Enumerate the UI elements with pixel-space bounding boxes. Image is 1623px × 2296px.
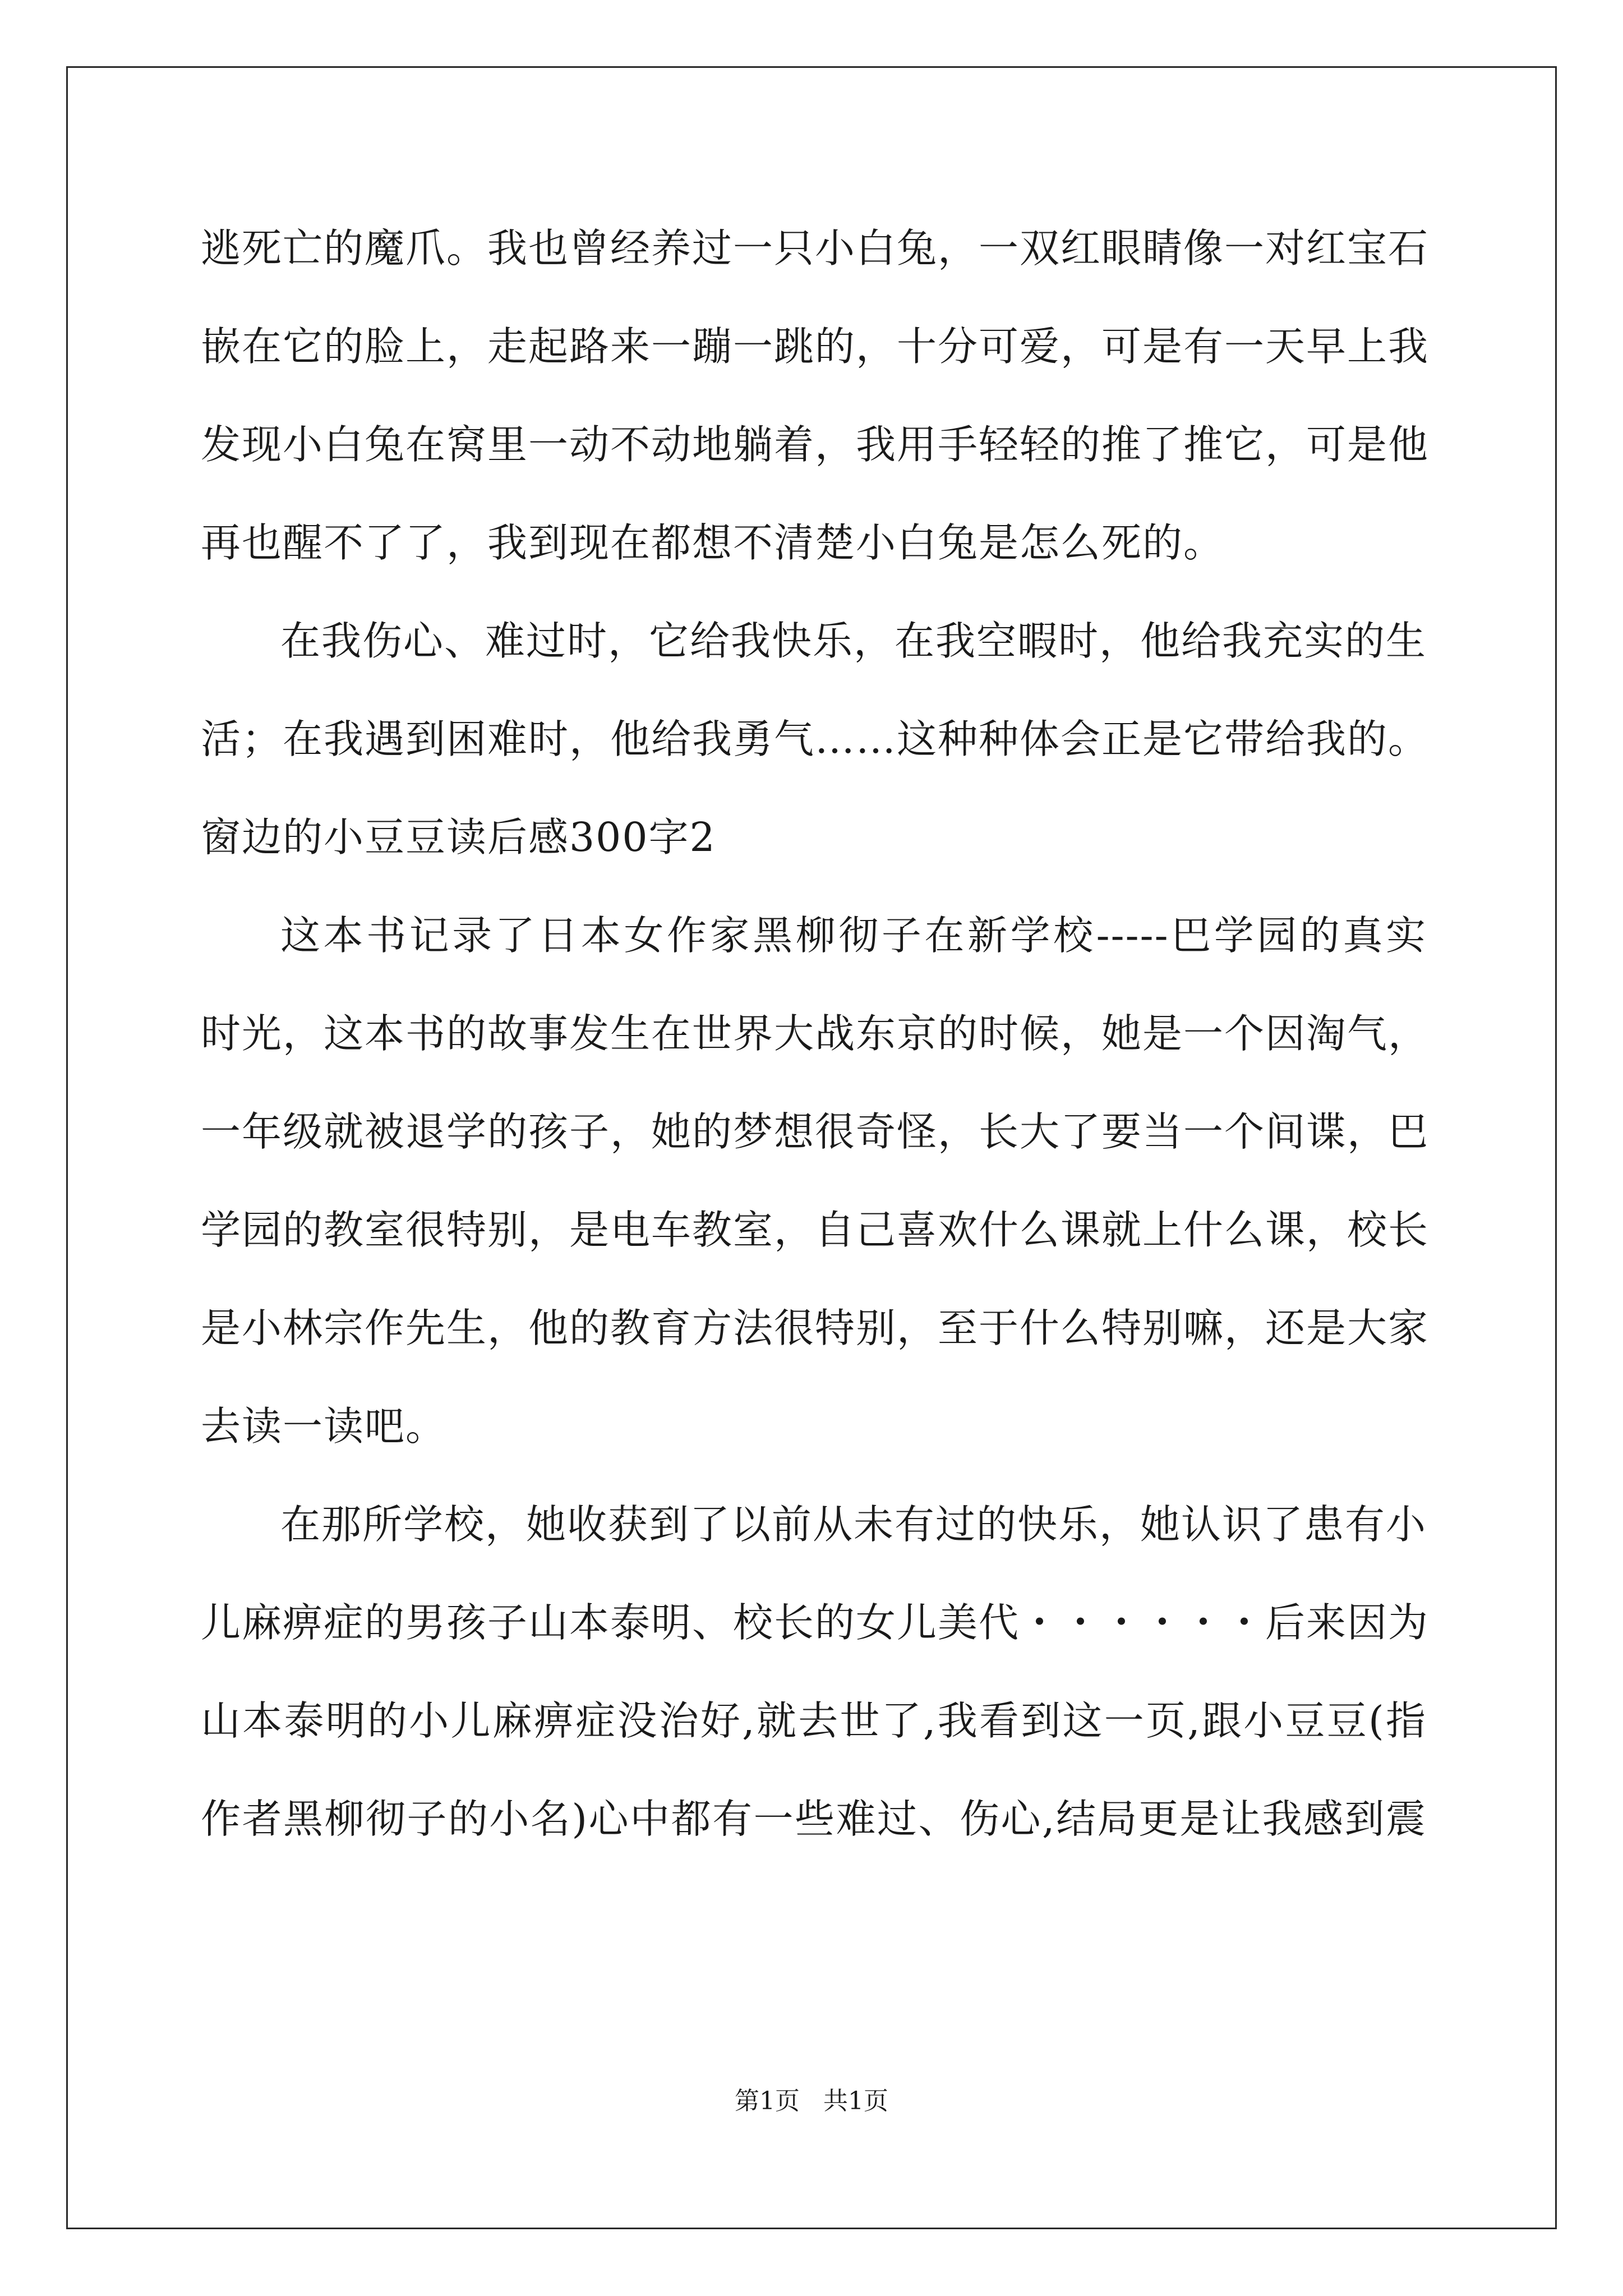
text-line: 山本泰明的小儿麻痹症没治好,就去世了,我看到这一页,跟小豆豆(指 <box>201 1697 1427 1744</box>
text-line: 再也醒不了了，我到现在都想不清楚小白兔是怎么死的。 <box>201 519 1225 566</box>
page-number: 第1页 <box>735 2087 800 2115</box>
text-line: 在我伤心、难过时，它给我快乐，在我空暇时，他给我充实的生 <box>280 618 1427 664</box>
text-line: 去读一读吧。 <box>201 1403 447 1450</box>
text-line: 儿麻痹症的男孩子山本泰明、校长的女儿美代・・・・・・后来因为 <box>201 1599 1430 1646</box>
text-line: 活；在我遇到困难时，他给我勇气……这种种体会正是它带给我的。 <box>201 716 1430 762</box>
text-line: 这本书记录了日本女作家黑柳彻子在新学校-----巴学园的真实 <box>280 912 1427 959</box>
text-line: 是小林宗作先生，他的教育方法很特别，至于什么特别嘛，还是大家 <box>201 1305 1430 1351</box>
text-line: 逃死亡的魔爪。我也曾经养过一只小白兔，一双红眼睛像一对红宝石 <box>201 225 1430 272</box>
text-line: 在那所学校，她收获到了以前从未有过的快乐，她认识了患有小 <box>280 1501 1427 1548</box>
text-line: 发现小白兔在窝里一动不动地躺着，我用手轻轻的推了推它，可是他 <box>201 421 1430 468</box>
text-line: 作者黑柳彻子的小名)心中都有一些难过、伤心,结局更是让我感到震 <box>201 1796 1427 1842</box>
page-footer <box>0 2085 1623 2118</box>
text-line: 时光，这本书的故事发生在世界大战东京的时候，她是一个因淘气， <box>201 1010 1430 1057</box>
text-line: 学园的教室很特别，是电车教室，自己喜欢什么课就上什么课，校长 <box>201 1207 1430 1253</box>
text-line: 嵌在它的脸上，走起路来一蹦一跳的，十分可爱，可是有一天早上我 <box>201 323 1430 370</box>
section-heading: 窗边的小豆豆读后感300字2 <box>201 814 716 861</box>
page-total: 共1页 <box>823 2087 888 2115</box>
text-line: 一年级就被退学的孩子，她的梦想很奇怪，长大了要当一个间谍，巴 <box>201 1108 1430 1155</box>
